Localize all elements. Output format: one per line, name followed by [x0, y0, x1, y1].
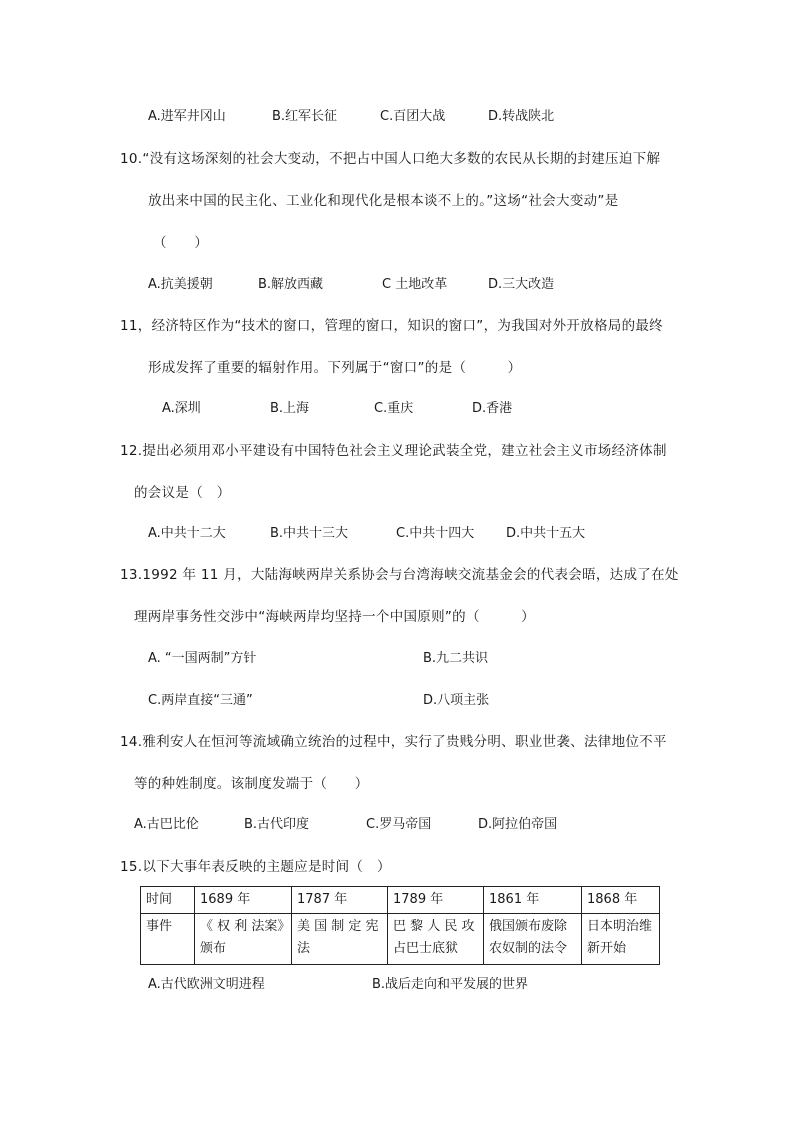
table-row-event: [141, 914, 660, 965]
chronology-table: [140, 886, 660, 965]
q14-option-c: C.罗马帝国: [366, 817, 432, 832]
q15-stem-line1: 15.以下大事年表反映的主题应是时间（ ）: [120, 859, 391, 875]
q10-option-b: B.解放西藏: [258, 277, 324, 292]
q12-option-c: C.中共十四大: [396, 526, 475, 541]
q14-stem-line2: 等的种姓制度。该制度发端于（ ）: [134, 776, 369, 792]
q12-option-a: A.中共十二大: [148, 526, 226, 541]
q13-stem-line2: 理两岸事务性交涉中“海峡两岸均坚持一个中国原则”的（ ）: [134, 609, 535, 625]
row-label-time: 时间: [141, 887, 195, 914]
q12-option-b: B.中共十三大: [270, 526, 349, 541]
q10-option-c: C 土地改革: [382, 277, 448, 292]
q10-stem-line2: 放出来中国的民主化、工业化和现代化是根本谈不上的。”这场“社会大变动”是: [148, 193, 619, 209]
q9-option-d: D.转战陕北: [488, 109, 555, 124]
q12-stem-line2: 的会议是（ ）: [134, 485, 231, 501]
q14-option-d: D.阿拉伯帝国: [478, 817, 558, 832]
year-cell: 1787 年: [292, 887, 388, 914]
q11-stem-line1: 11，经济特区作为“技术的窗口，管理的窗口，知识的窗口”，为我国对外开放格局的最终: [120, 318, 663, 334]
q14-option-a: A.古巴比伦: [134, 817, 199, 832]
q11-option-b: B.上海: [270, 401, 310, 416]
year-cell: 1868 年: [582, 887, 660, 914]
q13-option-a: A. “一国两制”方针: [148, 651, 257, 666]
table-row-time: [141, 887, 660, 914]
q13-option-b: B.九二共识: [423, 651, 489, 666]
q14-option-b: B.古代印度: [244, 817, 310, 832]
event-cell: 巴 黎 人 民 攻占巴士底狱: [388, 914, 484, 965]
q11-option-c: C.重庆: [374, 401, 414, 416]
q10-option-d: D.三大改造: [488, 277, 555, 292]
q11-stem-line2: 形成发挥了重要的辐射作用。下列属于“窗口”的是（ ）: [148, 360, 522, 376]
year-cell: 1689 年: [195, 887, 292, 914]
q11-option-d: D.香港: [472, 401, 513, 416]
q12-option-d: D.中共十五大: [506, 526, 586, 541]
q13-stem-line1: 13.1992 年 11 月，大陆海峡两岸关系协会与台湾海峡交流基金会的代表会晤，达成了在处: [120, 567, 679, 583]
q15-option-a: A.古代欧洲文明进程: [148, 977, 265, 992]
q15-option-b: B.战后走向和平发展的世界: [372, 977, 529, 992]
q9-option-a: A.进军井冈山: [148, 109, 226, 124]
event-cell: 《 权 利 法案》颁布: [195, 914, 292, 965]
q10-stem-line1: 10.“没有这场深刻的社会大变动，不把占中国人口绝大多数的农民从长期的封建压迫下解: [120, 151, 661, 167]
year-cell: 1861 年: [484, 887, 582, 914]
event-cell: 美 国 制 定 宪法: [292, 914, 388, 965]
q13-option-d: D.八项主张: [423, 693, 490, 708]
event-cell: 日本明治维新开始: [582, 914, 660, 965]
row-label-event: 事件: [141, 914, 195, 965]
q10-option-a: A.抗美援朝: [148, 277, 213, 292]
q9-option-c: C.百团大战: [380, 109, 446, 124]
q13-option-c: C.两岸直接“三通”: [148, 693, 253, 708]
q10-stem-line3: （ ）: [153, 235, 209, 251]
event-cell: 俄国颁布废除农奴制的法令: [484, 914, 582, 965]
year-cell: 1789 年: [388, 887, 484, 914]
q14-stem-line1: 14.雅利安人在恒河等流域确立统治的过程中，实行了贵贱分明、职业世袭、法律地位不平: [120, 734, 667, 750]
q9-option-b: B.红军长征: [272, 109, 338, 124]
q12-stem-line1: 12.提出必须用邓小平建设有中国特色社会主义理论武装全党，建立社会主义市场经济体制: [120, 443, 667, 459]
q11-option-a: A.深圳: [162, 401, 201, 416]
